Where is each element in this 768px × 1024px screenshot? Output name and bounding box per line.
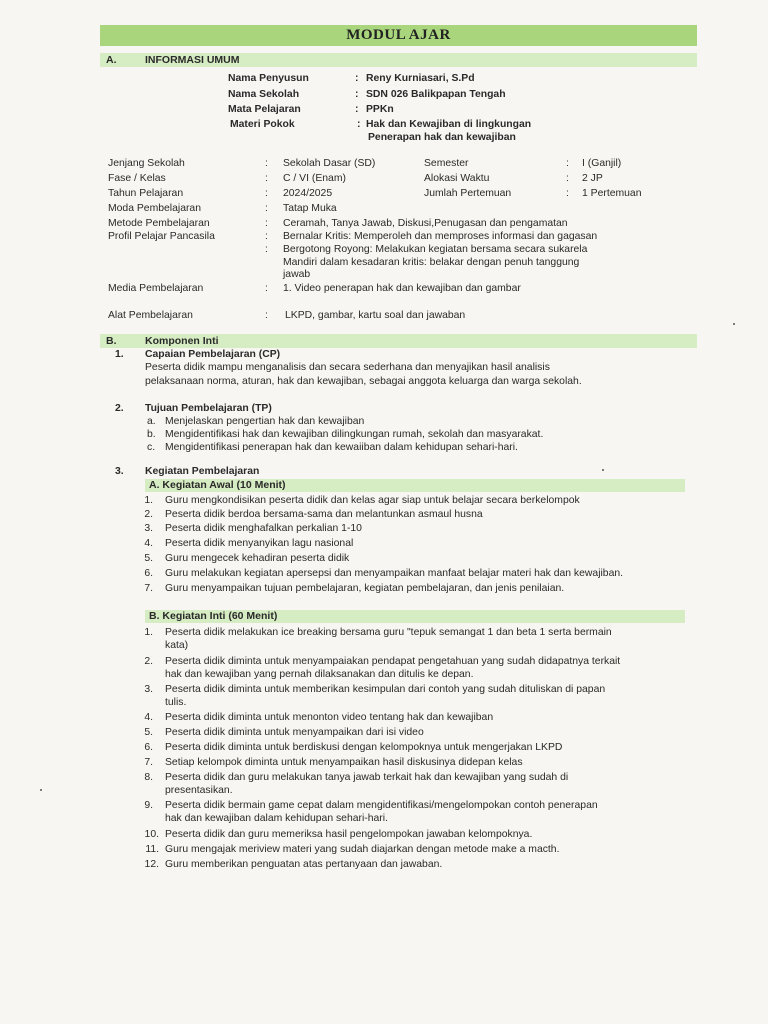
scan-speck bbox=[733, 323, 735, 325]
kegiatan-awal-title: A. Kegiatan Awal (10 Menit) bbox=[149, 479, 286, 491]
tp-marker: a. bbox=[147, 416, 156, 427]
info-label: Alokasi Waktu bbox=[424, 173, 490, 184]
info-label: Alat Pembelajaran bbox=[108, 310, 193, 321]
list-item: Peserta didik diminta untuk memberikan kesimpulan dari contoh yang sudah dituliskan di papan bbox=[165, 684, 606, 695]
list-item: Peserta didik diminta untuk menyampaikan dari isi video bbox=[165, 727, 424, 738]
list-item: Guru mengecek kehadiran peserta didik bbox=[165, 553, 350, 564]
info-label: Jenjang Sekolah bbox=[108, 158, 185, 169]
list-item: Guru menyampaikan tujuan pembelajaran, kegiatan pembelajaran, dan jenis penilaian. bbox=[165, 583, 565, 594]
info-value: Tatap Muka bbox=[283, 203, 337, 214]
info-value: Sekolah Dasar (SD) bbox=[283, 158, 376, 169]
info-value: 2 JP bbox=[582, 173, 603, 184]
list-item-cont: tulis. bbox=[165, 697, 187, 708]
info-sep: : bbox=[265, 231, 268, 242]
list-item: Guru mengkondisikan peserta didik dan kelas agar siap untuk belajar secara berkelompok bbox=[165, 495, 580, 506]
cp-text: pelaksanaan norma, aturan, hak dan kewajiban, sebagai anggota keluarga dan warga sekolah. bbox=[145, 376, 582, 387]
list-item: Guru mengajak meriview materi yang sudah diajarkan dengan metode make a macth. bbox=[165, 844, 560, 855]
list-item: Guru memberikan penguatan atas pertanyaan dan jawaban. bbox=[165, 859, 443, 870]
info-value: 1. Video penerapan hak dan kewajiban dan gambar bbox=[283, 283, 521, 294]
info-sep: : bbox=[265, 218, 268, 229]
info-sep: : bbox=[566, 173, 569, 184]
list-number: 2. bbox=[144, 656, 153, 667]
identity-sep: : bbox=[355, 73, 359, 84]
info-sep: : bbox=[265, 173, 268, 184]
list-item-cont: presentasikan. bbox=[165, 785, 233, 796]
list-item-cont: kata) bbox=[165, 640, 189, 651]
identity-value: Reny Kurniasari, S.Pd bbox=[366, 73, 475, 84]
info-sep: : bbox=[265, 188, 268, 199]
kegiatan-awal-header bbox=[145, 479, 685, 492]
tp-title: Tujuan Pembelajaran (TP) bbox=[145, 403, 272, 414]
info-value: jawab bbox=[283, 269, 311, 280]
section-b-letter: B. bbox=[106, 335, 117, 347]
list-number: 1. bbox=[144, 627, 153, 638]
list-number: 10. bbox=[144, 829, 159, 840]
list-number: 4. bbox=[144, 538, 153, 549]
list-item: Peserta didik dan guru memeriksa hasil pengelompokan jawaban kelompoknya. bbox=[165, 829, 533, 840]
info-label: Tahun Pelajaran bbox=[108, 188, 184, 199]
cp-number: 1. bbox=[115, 349, 124, 360]
list-number: 7. bbox=[144, 583, 153, 594]
list-item: Setiap kelompok diminta untuk menyampaikan hasil diskusinya didepan kelas bbox=[165, 757, 523, 768]
kegiatan-inti-header bbox=[145, 610, 685, 623]
info-label: Jumlah Pertemuan bbox=[424, 188, 512, 199]
tp-item: Mengidentifikasi penerapan hak dan kewaiiban dalam kehidupan sehari-hari. bbox=[165, 442, 518, 453]
kegiatan-title: Kegiatan Pembelajaran bbox=[145, 466, 260, 477]
section-a-header bbox=[100, 53, 697, 67]
section-a-title: INFORMASI UMUM bbox=[145, 54, 240, 66]
list-number: 6. bbox=[144, 568, 153, 579]
info-value: I (Ganjil) bbox=[582, 158, 622, 169]
list-number: 5. bbox=[144, 553, 153, 564]
scan-speck bbox=[602, 469, 604, 471]
list-number: 2. bbox=[144, 509, 153, 520]
info-label: Moda Pembelajaran bbox=[108, 203, 201, 214]
tp-marker: b. bbox=[147, 429, 156, 440]
list-number: 9. bbox=[144, 800, 153, 811]
info-label: Profil Pelajar Pancasila bbox=[108, 231, 215, 242]
info-value: 2024/2025 bbox=[283, 188, 333, 199]
list-item: Peserta didik bermain game cepat dalam mengidentifikasi/mengelompokan contoh penerapan bbox=[165, 800, 598, 811]
list-item: Peserta didik diminta untuk menonton video tentang hak dan kewajiban bbox=[165, 712, 494, 723]
list-number: 8. bbox=[144, 772, 153, 783]
identity-value: PPKn bbox=[366, 104, 394, 115]
identity-label: Materi Pokok bbox=[230, 119, 295, 130]
list-item: Peserta didik menyanyikan lagu nasional bbox=[165, 538, 354, 549]
info-value: 1 Pertemuan bbox=[582, 188, 642, 199]
scan-speck bbox=[40, 789, 42, 791]
document-title: MODUL AJAR bbox=[100, 25, 697, 46]
identity-value-line2: Penerapan hak dan kewajiban bbox=[368, 132, 516, 143]
list-number: 6. bbox=[144, 742, 153, 753]
identity-label: Nama Sekolah bbox=[228, 89, 300, 100]
identity-value: SDN 026 Balikpapan Tengah bbox=[366, 89, 506, 100]
info-sep: : bbox=[566, 188, 569, 199]
list-item: Peserta didik diminta untuk menyampaiakan pendapat pengetahuan yang sudah didapatnya terkait bbox=[165, 656, 621, 667]
info-label: Media Pembelajaran bbox=[108, 283, 204, 294]
identity-value: Hak dan Kewajiban di lingkungan bbox=[366, 119, 532, 130]
section-a-letter: A. bbox=[106, 54, 117, 66]
identity-sep: : bbox=[355, 89, 359, 100]
list-item: Peserta didik berdoa bersama-sama dan melantunkan asmaul husna bbox=[165, 509, 483, 520]
info-label: Metode Pembelajaran bbox=[108, 218, 210, 229]
cp-title: Capaian Pembelajaran (CP) bbox=[145, 349, 281, 360]
list-number: 3. bbox=[144, 684, 153, 695]
section-b-header bbox=[100, 334, 697, 348]
list-number: 4. bbox=[144, 712, 153, 723]
info-label: Semester bbox=[424, 158, 469, 169]
identity-sep: : bbox=[355, 104, 359, 115]
list-item: Guru melakukan kegiatan apersepsi dan menyampaikan manfaat belajar materi hak dan kewajiban. bbox=[165, 568, 624, 579]
tp-item: Mengidentifikasi hak dan kewajiban dilingkungan rumah, sekolah dan masyarakat. bbox=[165, 429, 544, 440]
info-value: C / VI (Enam) bbox=[283, 173, 346, 184]
identity-label: Nama Penyusun bbox=[228, 73, 309, 84]
tp-number: 2. bbox=[115, 403, 124, 414]
info-value: Ceramah, Tanya Jawab, Diskusi,Penugasan dan pengamatan bbox=[283, 218, 568, 229]
list-number: 3. bbox=[144, 523, 153, 534]
info-value: Bernalar Kritis: Memperoleh dan memproses informasi dan gagasan bbox=[283, 231, 598, 242]
list-item-cont: hak dan kewajiban dalam kehidupan sehari-hari. bbox=[165, 813, 388, 824]
info-sep: : bbox=[265, 283, 268, 294]
identity-sep: : bbox=[357, 119, 361, 130]
section-b-title: Komponen Inti bbox=[145, 335, 219, 347]
list-number: 5. bbox=[144, 727, 153, 738]
list-item-cont: hak dan kewajiban yang pernah dilaksanakan dan ditulis ke depan. bbox=[165, 669, 474, 680]
info-label: Fase / Kelas bbox=[108, 173, 166, 184]
kegiatan-inti-title: B. Kegiatan Inti (60 Menit) bbox=[149, 610, 278, 622]
list-item: Peserta didik dan guru melakukan tanya jawab terkait hak dan kewajiban yang sudah di bbox=[165, 772, 569, 783]
info-sep: : bbox=[265, 158, 268, 169]
info-sep: : bbox=[566, 158, 569, 169]
info-value: LKPD, gambar, kartu soal dan jawaban bbox=[285, 310, 466, 321]
list-item: Peserta didik menghafalkan perkalian 1-10 bbox=[165, 523, 362, 534]
list-item: Peserta didik diminta untuk berdiskusi dengan kelompoknya untuk mengerjakan LKPD bbox=[165, 742, 563, 753]
list-number: 1. bbox=[144, 495, 153, 506]
info-value: Bergotong Royong: Melakukan kegiatan bersama secara sukarela bbox=[283, 244, 588, 255]
list-item: Peserta didik melakukan ice breaking bersama guru "tepuk semangat 1 dan beta 1 serta bermain bbox=[165, 627, 612, 638]
info-value: Mandiri dalam kesadaran kritis: belakar dengan penuh tanggung bbox=[283, 257, 580, 268]
kegiatan-number: 3. bbox=[115, 466, 124, 477]
tp-item: Menjelaskan pengertian hak dan kewajiban bbox=[165, 416, 365, 427]
info-sep: : bbox=[265, 244, 268, 255]
cp-text: Peserta didik mampu menganalisis dan secara sederhana dan menyajikan hasil analisis bbox=[145, 362, 550, 373]
list-number: 12. bbox=[144, 859, 159, 870]
list-number: 7. bbox=[144, 757, 153, 768]
tp-marker: c. bbox=[147, 442, 156, 453]
info-sep: : bbox=[265, 310, 268, 321]
identity-label: Mata Pelajaran bbox=[228, 104, 301, 115]
list-number: 11. bbox=[145, 844, 159, 855]
info-sep: : bbox=[265, 203, 268, 214]
